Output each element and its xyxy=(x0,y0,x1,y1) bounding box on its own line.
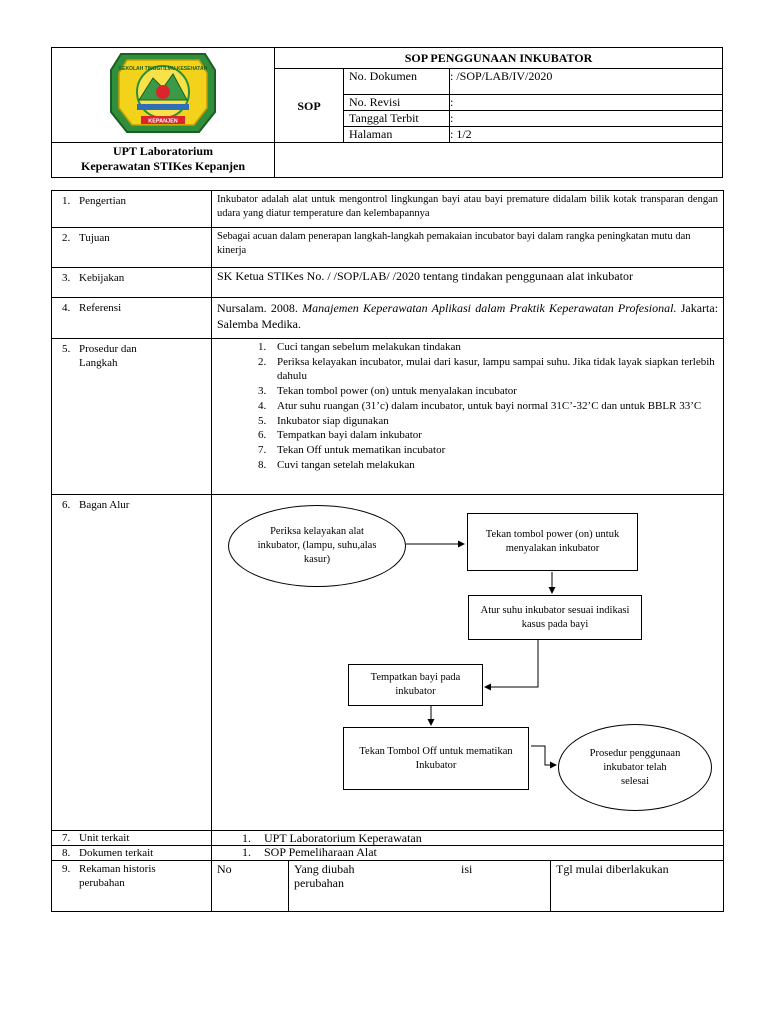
value-dokumen-terkait: 1. SOP Pemeliharaan Alat xyxy=(212,846,724,861)
flow-node-tempatkan: Tempatkan bayi pada inkubator xyxy=(348,664,483,706)
col-yang-diubah: Yang diubah perubahan isi xyxy=(289,861,551,912)
sop-label: SOP xyxy=(275,69,344,143)
logo-text-bottom: KEPANJEN xyxy=(148,118,178,125)
procedure-step: 8. Cuvi tangan setelah melakukan xyxy=(269,458,718,473)
unit-line-1: UPT Laboratorium xyxy=(112,144,214,158)
arrow-5-to-6 xyxy=(531,746,556,765)
procedure-step: 4. Atur suhu ruangan (31’c) dalam incubator, untuk bayi normal 31C’-32’C dan untuk BBLR 33’C xyxy=(269,399,718,414)
unit-name xyxy=(52,143,275,178)
sop-body-table xyxy=(51,190,724,912)
header-empty-cell xyxy=(275,143,723,178)
flowchart xyxy=(212,495,724,831)
meta-key-dokumen: No. Dokumen xyxy=(344,69,450,95)
meta-value-dokumen: : /SOP/LAB/IV/2020 xyxy=(450,69,723,95)
institution-logo xyxy=(107,48,219,138)
meta-key-halaman: Halaman xyxy=(344,127,450,143)
procedure-step: 2. Periksa kelayakan incubator, mulai dari kasur, lampu sampai suhu. Jika tidak layak siapkan terlebih dahulu xyxy=(269,355,718,384)
value-tujuan: Sebagai acuan dalam penerapan langkah-langkah pemakaian incubator bayi dalam rangka peningkatan mutu dan kinerja xyxy=(212,228,724,268)
procedure-steps xyxy=(217,340,718,472)
meta-key-tanggal: Tanggal Terbit xyxy=(344,111,450,127)
value-kebijakan: SK Ketua STIKes No. / /SOP/LAB/ /2020 tentang tindakan penggunaan alat inkubator xyxy=(212,268,724,298)
procedure-step: 7. Tekan Off untuk mematikan incubator xyxy=(269,443,718,458)
label-rekaman-historis: 9. Rekaman historis perubahan xyxy=(52,861,212,912)
value-prosedur xyxy=(212,339,724,495)
row-bagan-alur xyxy=(52,495,724,831)
label-referensi: 4. Referensi xyxy=(52,298,212,339)
label-prosedur: 5. Prosedur dan Langkah xyxy=(52,339,212,495)
meta-value-tanggal: : xyxy=(450,111,723,127)
row-tujuan xyxy=(52,228,724,268)
procedure-step: 5. Inkubator siap digunakan xyxy=(269,414,718,429)
procedure-step: 6. Tempatkan bayi dalam inkubator xyxy=(269,428,718,443)
unit-line-2: Keperawatan STIKes Kepanjen xyxy=(80,159,245,173)
row-prosedur xyxy=(52,339,724,495)
meta-key-revisi: No. Revisi xyxy=(344,95,450,111)
arrow-3-to-4 xyxy=(485,640,538,687)
flow-node-power-on: Tekan tombol power (on) untuk menyalakan inkubator xyxy=(467,513,638,571)
row-dokumen-terkait xyxy=(52,846,724,861)
logo-cell xyxy=(52,48,275,143)
label-tujuan: 2. Tujuan xyxy=(52,228,212,268)
row-unit-terkait xyxy=(52,831,724,846)
label-dokumen-terkait: 8. Dokumen terkait xyxy=(52,846,212,861)
value-referensi: Nursalam. 2008. Manajemen Keperawatan Aplikasi dalam Praktik Keperawatan Profesional. Jakarta: Salemba Medika. xyxy=(212,298,724,339)
col-tgl-mulai: Tgl mulai diberlakukan xyxy=(551,861,724,912)
label-bagan-alur: 6. Bagan Alur xyxy=(52,495,212,831)
flow-node-selesai: Prosedur penggunaan inkubator telah selesai xyxy=(558,724,712,811)
label-pengertian: 1. Pengertian xyxy=(52,191,212,228)
document-header xyxy=(51,47,723,178)
procedure-step: 1. Cuci tangan sebelum melakukan tindakan xyxy=(269,340,718,355)
label-kebijakan: 3. Kebijakan xyxy=(52,268,212,298)
row-referensi xyxy=(52,298,724,339)
col-no: No xyxy=(212,861,289,912)
label-unit-terkait: 7. Unit terkait xyxy=(52,831,212,846)
flow-node-power-off: Tekan Tombol Off untuk mematikan Inkubator xyxy=(343,727,529,790)
procedure-step: 3. Tekan tombol power (on) untuk menyalakan incubator xyxy=(269,384,718,399)
value-unit-terkait: 1. UPT Laboratorium Keperawatan xyxy=(212,831,724,846)
value-pengertian: Inkubator adalah alat untuk mengontrol lingkungan bayi atau bayi premature didalam bilik kotak transparan dengan udara yang diatur temperature dan kelembapannya xyxy=(212,191,724,228)
sop-title: SOP PENGGUNAAN INKUBATOR xyxy=(275,48,723,69)
flow-node-atur-suhu: Atur suhu inkubator sesuai indikasi kasus pada bayi xyxy=(468,595,642,640)
logo-text-top: SEKOLAH TINGGI ILMU KESEHATAN xyxy=(118,66,208,72)
meta-value-revisi: : xyxy=(450,95,723,111)
row-rekaman-historis xyxy=(52,861,724,912)
flow-node-periksa: Periksa kelayakan alat inkubator, (lampu, suhu,alas kasur) xyxy=(228,505,406,587)
row-pengertian xyxy=(52,191,724,228)
row-kebijakan xyxy=(52,268,724,298)
meta-value-halaman: : 1/2 xyxy=(450,127,723,143)
